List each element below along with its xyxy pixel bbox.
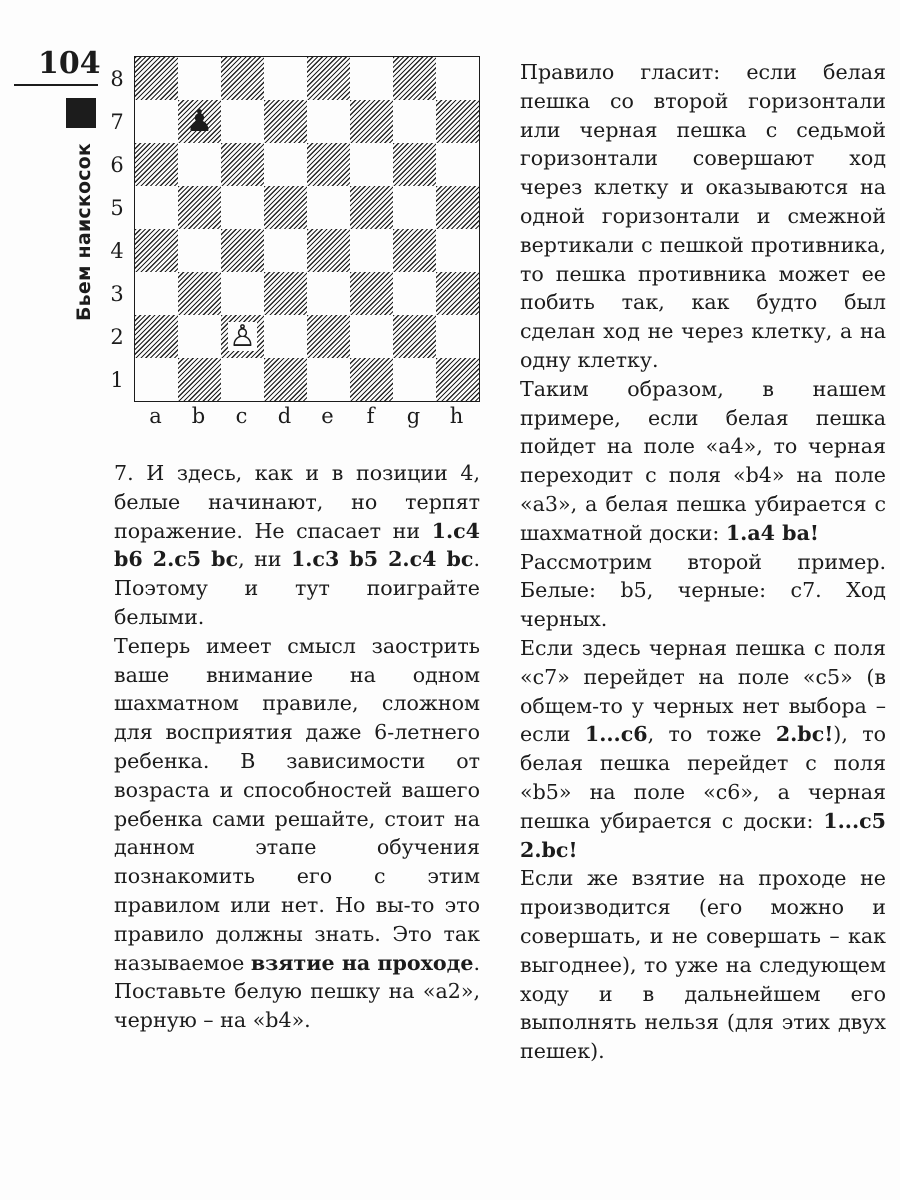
square-d3	[264, 272, 307, 315]
square-f5	[350, 186, 393, 229]
square-f3	[350, 272, 393, 315]
square-d1	[264, 358, 307, 401]
square-d6	[264, 143, 307, 186]
text-run: Таким образом, в нашем примере, если белая пешка пойдет на поле «а4», то черная переходит с поля «b4» на поле «а3», а белая пешка убирается с шахматной доски:	[520, 376, 886, 545]
square-f6	[350, 143, 393, 186]
square-e3	[307, 272, 350, 315]
file-label-f: f	[366, 404, 375, 428]
square-a6	[135, 143, 178, 186]
square-h2	[436, 315, 479, 358]
square-a7	[135, 100, 178, 143]
square-c1	[221, 358, 264, 401]
square-c3	[221, 272, 264, 315]
white-pawn-icon: ♙	[229, 318, 256, 354]
file-label-g: g	[406, 404, 421, 428]
square-a3	[135, 272, 178, 315]
square-a1	[135, 358, 178, 401]
file-labels	[134, 402, 478, 430]
right-column	[520, 58, 886, 1066]
text-run: . Поставьте белую пешку на «а2», черную – на «b4».	[114, 950, 481, 1033]
square-g3	[393, 272, 436, 315]
square-c5	[221, 186, 264, 229]
text-run: Если же взятие на проходе не производится (его можно и совершать, и не совершать – как выгоднее), то уже на следующем ходу и в дальнейшем его выполнять нельзя (для этих двух пешек).	[520, 866, 886, 1064]
rank-label-8: 8	[110, 67, 124, 91]
square-c7	[221, 100, 264, 143]
text-run: Правило гласит: если белая пешка со второй горизонтали или черная пешка с седьмой горизонтали совершают ход через клетку и оказываются на одной горизонтали и смежной вертикали с пешкой противника, то пешка противника может ее побить так, как будто был сделан ход не через клетку, а на одну клетку.	[520, 60, 886, 372]
chapter-marker	[66, 98, 96, 128]
square-a2	[135, 315, 178, 358]
bold-move-notation: 1...c5 2.bc!	[520, 808, 886, 862]
square-c4	[221, 229, 264, 272]
square-a4	[135, 229, 178, 272]
text-run: 7. И здесь, как и в позиции 4, белые начинают, но терпят поражение. Не спасает ни	[114, 461, 480, 543]
text-run: Теперь имеет смысл заострить ваше внимание на одном шахматном правиле, сложном для восприятия даже 6-летнего ребенка. В зависимости от возраста и способностей вашего ребенка сами решайте, стоит на данном этапе обучения познакомить его с этим правилом или нет. Но вы-то это правило должны знать. Это так называемое	[114, 633, 480, 975]
square-f4	[350, 229, 393, 272]
text-run: ), то белая пешка перейдет с поля «b5» на поле «с6», а черная пешка убирается с доски:	[520, 722, 886, 833]
bold-move-notation: 1.c4 b6 2.c5 bc	[114, 518, 480, 572]
text-run: , то тоже	[647, 722, 776, 747]
paragraph	[114, 632, 480, 1035]
rank-labels	[104, 58, 130, 402]
file-label-e: e	[321, 404, 334, 428]
rank-label-4: 4	[110, 239, 124, 263]
text-run: Если здесь черная пешка с поля «с7» перейдет на поле «с5» (в общем-то у черных нет выбора – если	[520, 635, 886, 747]
text-run: , ни	[238, 547, 291, 572]
square-g2	[393, 315, 436, 358]
square-g8	[393, 57, 436, 100]
text-run: . Поэтому и тут поиграйте белыми.	[114, 547, 480, 629]
square-h1	[436, 358, 479, 401]
square-e7	[307, 100, 350, 143]
file-label-h: h	[449, 404, 464, 428]
rank-label-5: 5	[110, 196, 124, 220]
bold-move-notation: 2.bc!	[775, 722, 834, 747]
rank-label-7: 7	[110, 110, 124, 134]
square-e5	[307, 186, 350, 229]
file-label-b: b	[191, 404, 206, 428]
square-g4	[393, 229, 436, 272]
square-h6	[436, 143, 479, 186]
square-c6	[221, 143, 264, 186]
square-d5	[264, 186, 307, 229]
page-number: 104	[38, 46, 101, 81]
square-h4	[436, 229, 479, 272]
file-label-d: d	[277, 404, 292, 428]
black-pawn-icon: ♟	[186, 103, 213, 139]
paragraph	[520, 375, 886, 548]
square-b2	[178, 315, 221, 358]
square-a8	[135, 57, 178, 100]
paragraph	[520, 634, 886, 864]
rank-label-6: 6	[110, 153, 124, 177]
left-column	[114, 459, 480, 1035]
bold-move-notation: взятие на проходе	[250, 950, 474, 975]
square-e4	[307, 229, 350, 272]
chess-board	[134, 56, 480, 402]
square-g6	[393, 143, 436, 186]
rank-label-3: 3	[110, 282, 124, 306]
square-b4	[178, 229, 221, 272]
rank-label-2: 2	[110, 325, 124, 349]
square-f2	[350, 315, 393, 358]
text-run: Рассмотрим второй пример. Белые: b5, черные: c7. Ход черных.	[520, 549, 886, 632]
square-g5	[393, 186, 436, 229]
bold-move-notation: 1...c6	[584, 722, 648, 747]
square-f1	[350, 358, 393, 401]
square-b7	[178, 100, 221, 143]
square-b5	[178, 186, 221, 229]
paragraph	[520, 548, 886, 634]
paragraph	[520, 58, 886, 375]
rank-label-1: 1	[110, 368, 124, 392]
square-a5	[135, 186, 178, 229]
square-g1	[393, 358, 436, 401]
square-h5	[436, 186, 479, 229]
square-e6	[307, 143, 350, 186]
square-d8	[264, 57, 307, 100]
square-d7	[264, 100, 307, 143]
bold-move-notation: 1.a4 ba!	[725, 520, 819, 545]
running-head: Бьем наискосок	[73, 142, 95, 322]
paragraph	[520, 864, 886, 1066]
square-h7	[436, 100, 479, 143]
square-b3	[178, 272, 221, 315]
square-d2	[264, 315, 307, 358]
square-b6	[178, 143, 221, 186]
square-f7	[350, 100, 393, 143]
square-h8	[436, 57, 479, 100]
bold-move-notation: 1.c3 b5 2.c4 bc	[290, 547, 474, 572]
file-label-c: c	[235, 404, 248, 428]
paragraph	[114, 459, 480, 632]
square-b1	[178, 358, 221, 401]
file-label-a: a	[149, 404, 162, 428]
square-h3	[436, 272, 479, 315]
square-e2	[307, 315, 350, 358]
square-f8	[350, 57, 393, 100]
square-e8	[307, 57, 350, 100]
square-c2	[221, 315, 264, 358]
square-c8	[221, 57, 264, 100]
page-number-rule	[14, 84, 98, 86]
square-e1	[307, 358, 350, 401]
square-d4	[264, 229, 307, 272]
square-b8	[178, 57, 221, 100]
square-g7	[393, 100, 436, 143]
